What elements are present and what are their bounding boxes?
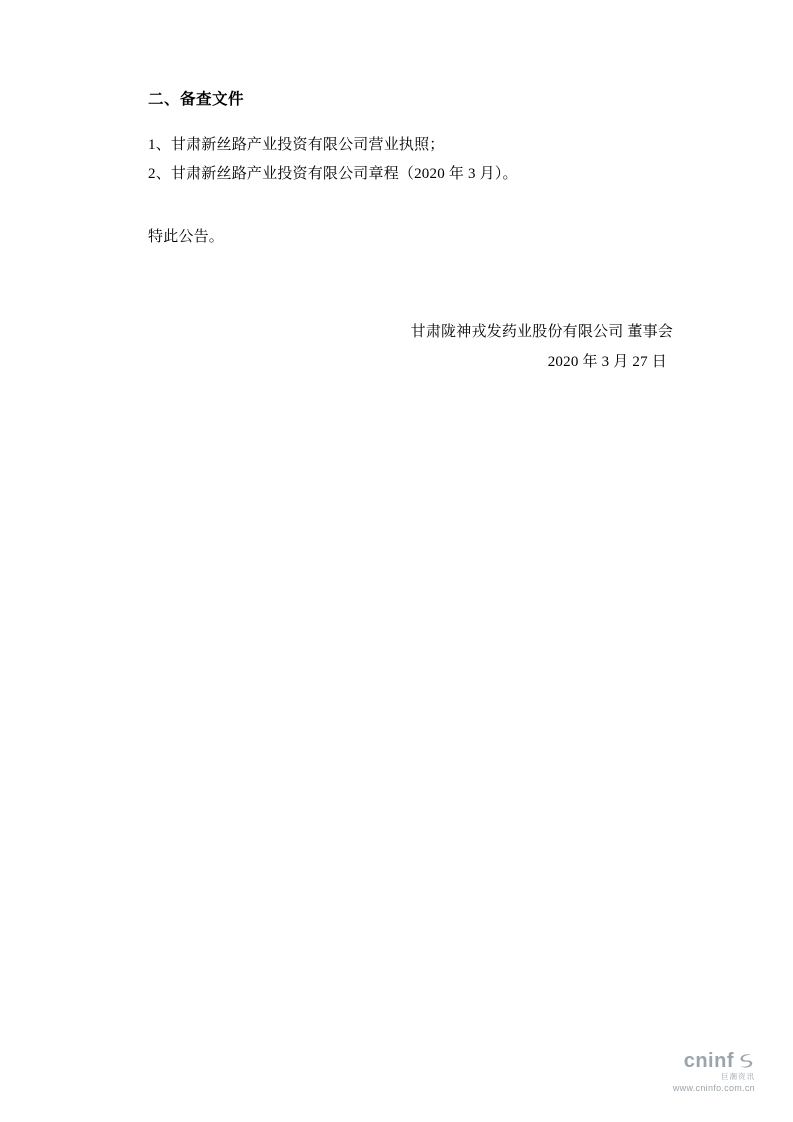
cninfo-url: www.cninfo.com.cn xyxy=(672,1083,755,1094)
notice-text: 特此公告。 xyxy=(148,229,225,246)
list-item: 2、甘肃新丝路产业投资有限公司章程（2020 年 3 月）。 xyxy=(148,166,518,183)
list-item: 1、甘肃新丝路产业投资有限公司营业执照； xyxy=(148,136,445,153)
swirl-icon xyxy=(737,1052,755,1070)
signature-block xyxy=(148,317,673,377)
cninfo-logo-text: cninf xyxy=(683,1049,734,1072)
cninfo-logo-subtitle: 巨潮资讯 xyxy=(721,1071,755,1081)
page-title: 二、备查文件 xyxy=(148,91,245,108)
cninfo-logo xyxy=(673,1050,755,1072)
signature-date: 2020 年 3 月 27 日 xyxy=(547,353,667,370)
signature-company: 甘肃陇神戎发药业股份有限公司 董事会 xyxy=(410,323,673,340)
footer-watermark xyxy=(673,1050,755,1094)
paragraph-spacer xyxy=(148,189,673,223)
